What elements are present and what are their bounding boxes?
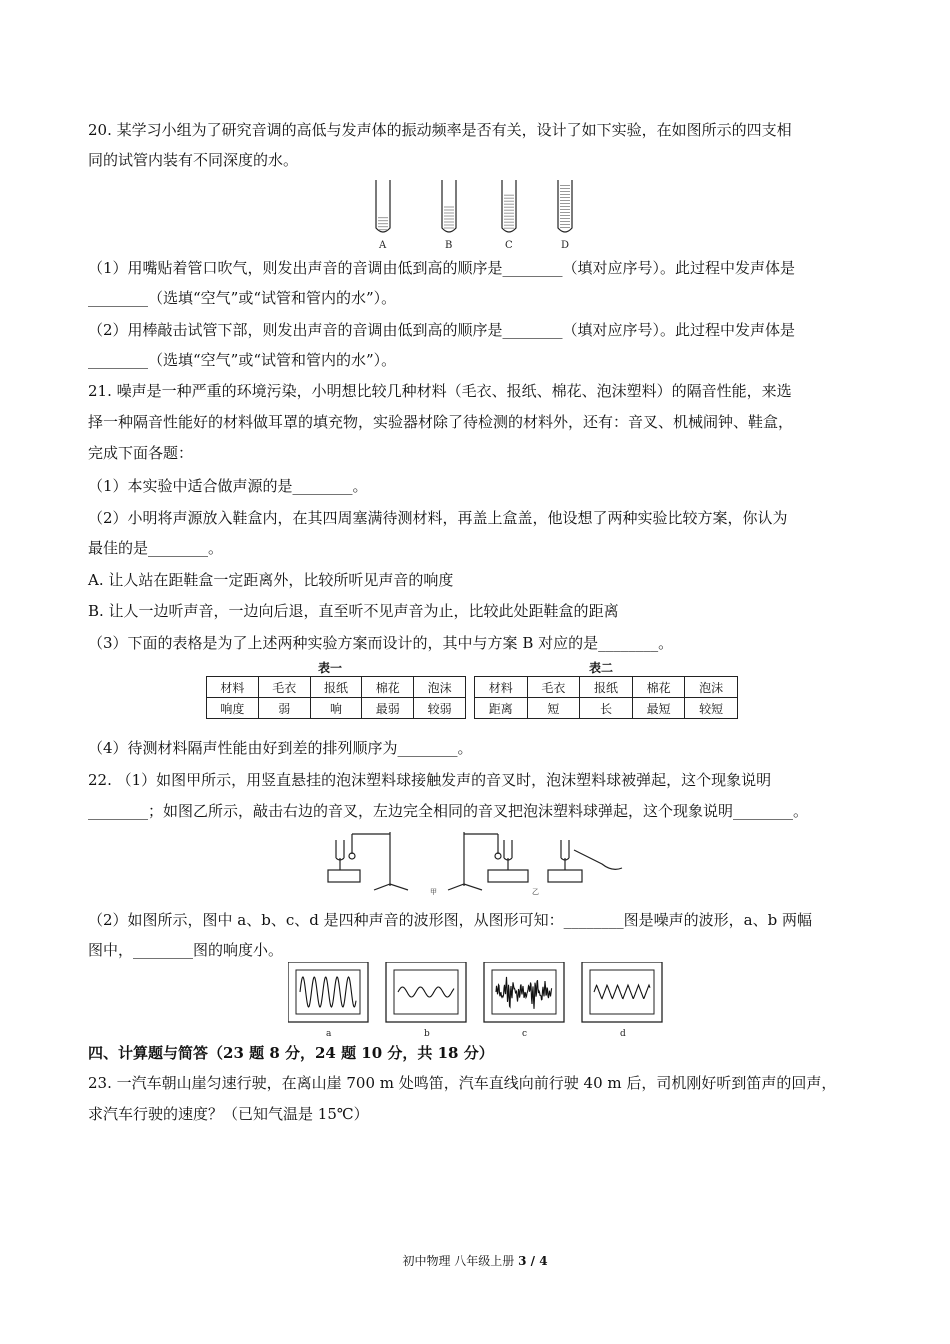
- table2-cell: 距离: [475, 698, 528, 719]
- table2-cell: 毛衣: [527, 677, 580, 698]
- test-tube-icon: [502, 180, 516, 232]
- table2-cell: 短: [527, 698, 580, 719]
- hand-hammer-icon: [574, 850, 622, 869]
- table1: [206, 676, 466, 719]
- q22-line-1: 22. （1）如图甲所示，用竖直悬挂的泡沫塑料球接触发声的音叉时，泡沫塑料球被弹起，这个现象说明: [88, 771, 772, 789]
- q22-line-4: 图中，________图的响度小。: [88, 941, 284, 959]
- section-4-heading: 四、计算题与简答（23 题 8 分，24 题 10 分，共 18 分）: [88, 1044, 494, 1062]
- test-tube-icon: [376, 180, 390, 232]
- table1-cell: 响度: [207, 698, 259, 719]
- table1-cell: 毛衣: [258, 677, 310, 698]
- waveform-figure: [288, 962, 663, 1042]
- table2-cell: 长: [580, 698, 633, 719]
- q21-line-1: 21. 噪声是一种严重的环境污染，小明想比较几种材料（毛衣、报纸、棉花、泡沫塑料）的隔音性能，来选: [88, 382, 792, 400]
- table1-cell: 材料: [207, 677, 259, 698]
- table2-cell: 较短: [685, 698, 738, 719]
- page-footer: [0, 1252, 950, 1269]
- table1-cell: 响: [310, 698, 362, 719]
- table2-title: 表二: [589, 661, 614, 675]
- q21-line-9: （3）下面的表格是为了上述两种实验方案而设计的，其中与方案 B 对应的是________。: [88, 634, 674, 652]
- fork-base-block: [488, 870, 528, 882]
- q20-line-3: （1）用嘴贴着管口吹气，则发出声音的音调由低到高的顺序是________（填对应序号）。此过程中发声体是: [88, 259, 796, 277]
- q21-option-b: B. 让人一边听声音，一边向后退，直至听不见声音为止，比较此处距鞋盒的距离: [88, 602, 619, 620]
- q23-line-2: 求汽车行驶的速度？（已知气温是 15℃）: [88, 1105, 369, 1123]
- q21-line-3: 完成下面各题：: [88, 444, 194, 462]
- table2: [474, 676, 738, 719]
- tube-label: B: [445, 240, 453, 250]
- fork-base-block: [328, 870, 360, 882]
- stand-base: [448, 884, 482, 890]
- table2-cell: 最短: [632, 698, 685, 719]
- table1-cell: 棉花: [362, 677, 414, 698]
- tuning-fork-icon: [336, 840, 344, 870]
- q22-line-3: （2）如图所示，图中 a、b、c、d 是四种声音的波形图，从图形可知：________图是噪声的波形，a、b 两幅: [88, 911, 812, 929]
- q22-line-2: ________；如图乙所示，敲击右边的音叉，左边完全相同的音叉把泡沫塑料球弹起，这个现象说明________。: [88, 802, 809, 820]
- tube-label: C: [505, 240, 513, 250]
- table1-cell: 最弱: [362, 698, 414, 719]
- waveform-label: b: [424, 1029, 430, 1039]
- test-tube-icon: [442, 180, 456, 232]
- q23-line-1: 23. 一汽车朝山崖匀速行驶，在离山崖 700 m 处鸣笛，汽车直线向前行驶 40 m 后，司机刚好听到笛声的回声，: [88, 1074, 837, 1092]
- q21-line-6: 最佳的是________。: [88, 539, 224, 557]
- table2-cell: 泡沫: [685, 677, 738, 698]
- fig-label-yi: 乙: [532, 888, 539, 896]
- q20-line-2: 同的试管内装有不同深度的水。: [88, 151, 299, 169]
- tuning-fork-icon: [504, 840, 512, 870]
- q21-option-a: A. 让人站在距鞋盒一定距离外，比较所听见声音的响度: [88, 571, 454, 589]
- tube-label: D: [561, 240, 570, 250]
- tube-label: A: [379, 240, 387, 250]
- table2-cell: 报纸: [580, 677, 633, 698]
- stand-base: [374, 884, 408, 890]
- table1-cell: 弱: [258, 698, 310, 719]
- waveform-label: c: [522, 1029, 528, 1039]
- table1-cell: 泡沫: [414, 677, 466, 698]
- waveform-label: a: [326, 1029, 332, 1039]
- table1-cell: 报纸: [310, 677, 362, 698]
- table2-cell: 材料: [475, 677, 528, 698]
- page-number: 3 / 4: [518, 1254, 548, 1268]
- q20-line-6: ________（选填“空气”或“试管和管内的水”）。: [88, 351, 397, 369]
- q21-line-2: 择一种隔音性能好的材料做耳罩的填充物，实验器材除了待检测的材料外，还有：音叉、机械闹钟、鞋盒，: [88, 413, 794, 431]
- fig-label-jia: 甲: [430, 888, 437, 896]
- table2-cell: 棉花: [632, 677, 685, 698]
- q20-line-4: ________（选填“空气”或“试管和管内的水”）。: [88, 289, 397, 307]
- table1-title: 表一: [318, 661, 343, 675]
- q20-line-5: （2）用棒敲击试管下部，则发出声音的音调由低到高的顺序是________（填对应序号）。此过程中发声体是: [88, 321, 796, 339]
- footer-subject: 初中物理 八年级上册: [402, 1254, 515, 1268]
- fork-base-block: [548, 870, 582, 882]
- tuning-fork-figure: [322, 828, 632, 896]
- q21-line-10: （4）待测材料隔声性能由好到差的排列顺序为________。: [88, 739, 473, 757]
- tuning-fork-icon: [561, 840, 569, 870]
- test-tubes-figure: [360, 178, 590, 250]
- q20-line-1: 20. 某学习小组为了研究音调的高低与发声体的振动频率是否有关，设计了如下实验，在如图所示的四支相: [88, 121, 792, 139]
- table1-cell: 较弱: [414, 698, 466, 719]
- waveform-label: d: [620, 1029, 626, 1039]
- q21-line-4: （1）本实验中适合做声源的是________。: [88, 477, 368, 495]
- q21-line-5: （2）小明将声源放入鞋盒内，在其四周塞满待测材料，再盖上盒盖，他设想了两种实验比较方案，你认为: [88, 509, 788, 527]
